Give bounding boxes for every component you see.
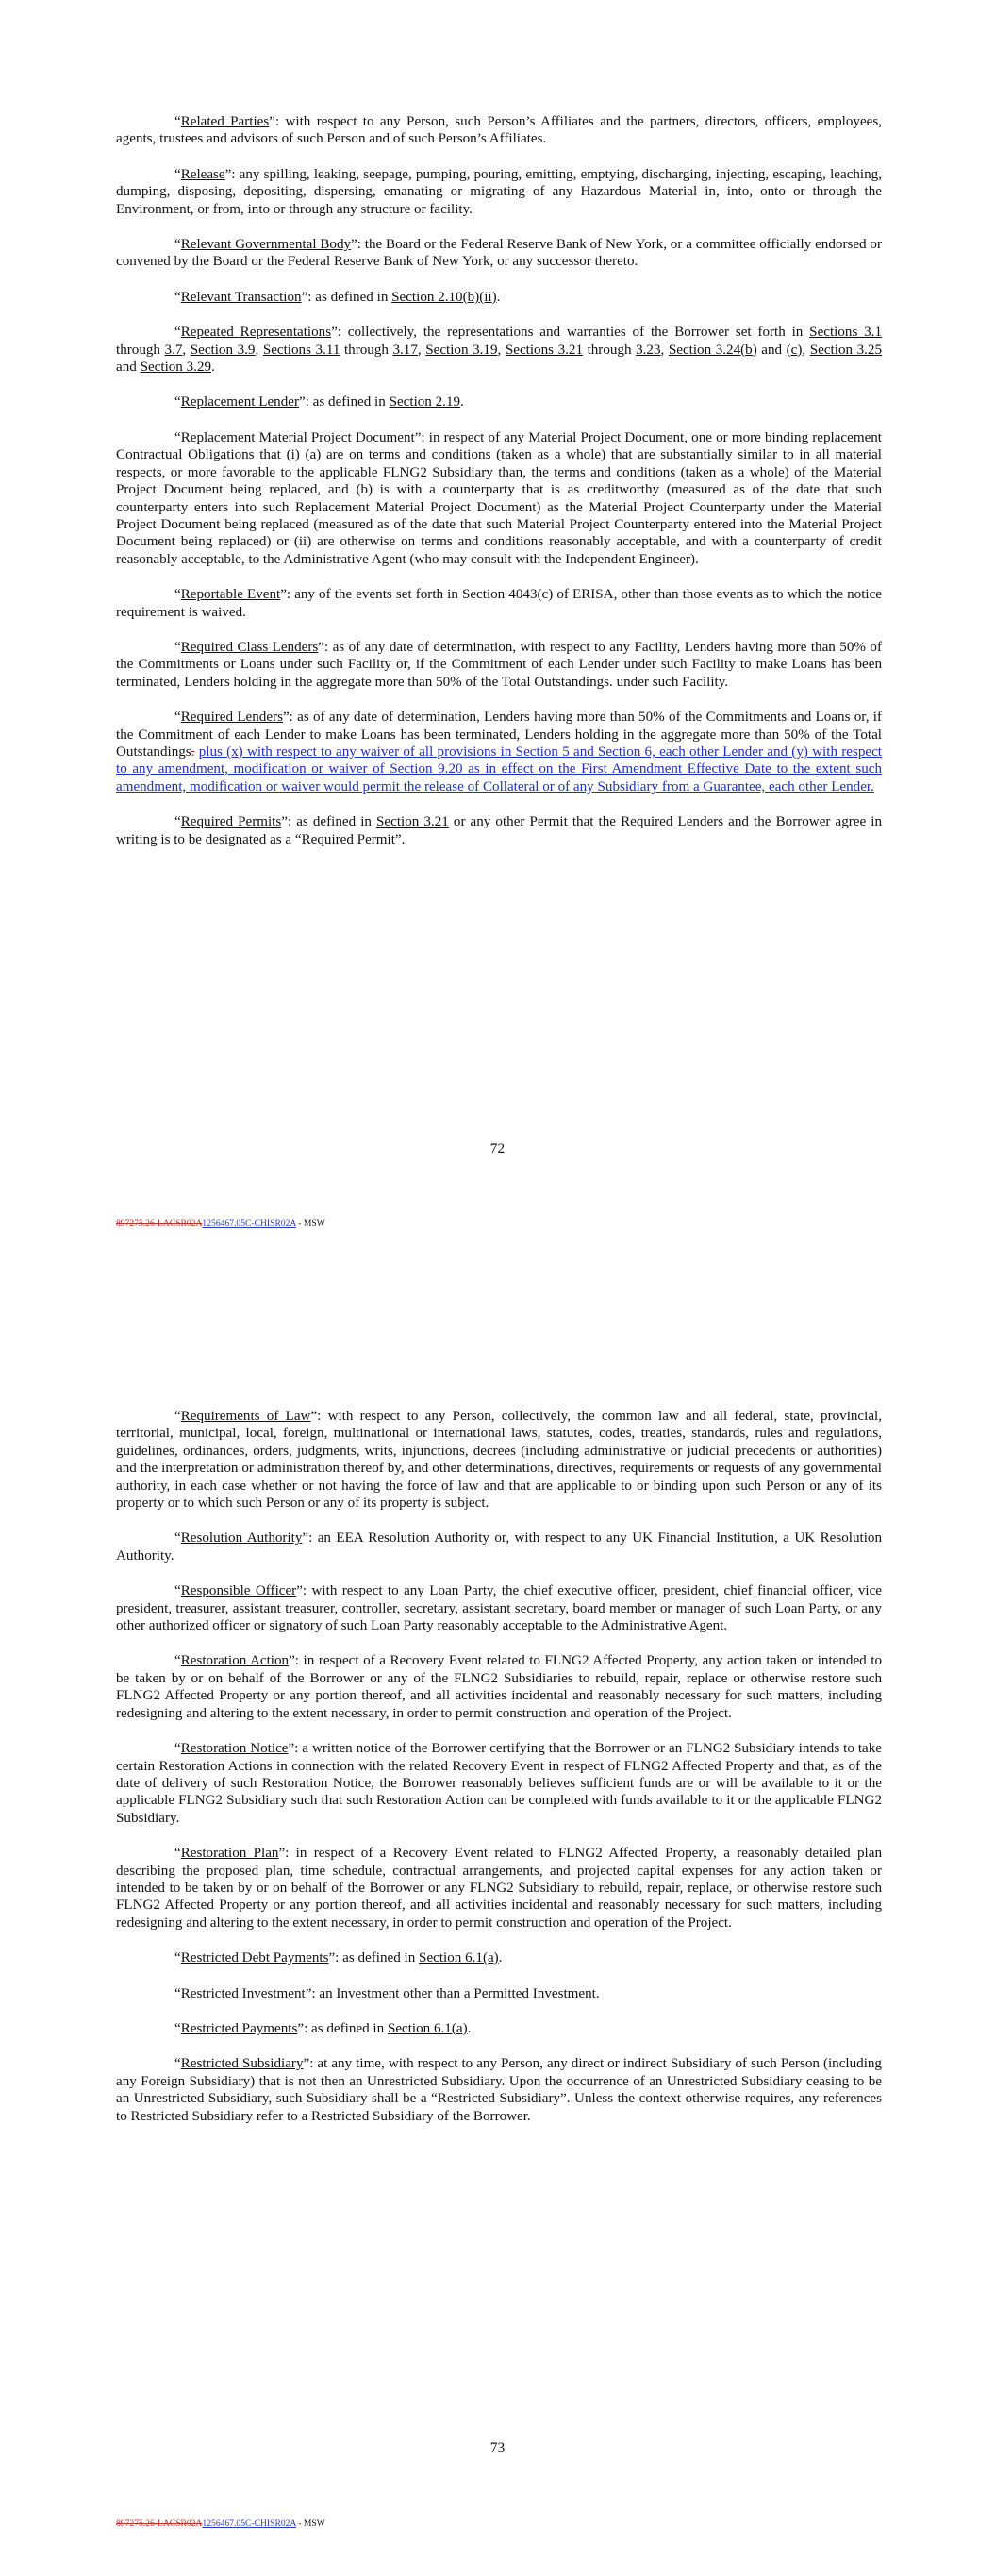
- definition-paragraph: [116, 1985, 882, 2002]
- inserted-text: 1256467.05C-CHISR02A: [202, 2518, 296, 2529]
- text-run: “: [174, 639, 181, 655]
- text-run: “: [174, 114, 181, 129]
- definition-paragraph: [116, 289, 882, 306]
- defined-term-text: Sections 3.21: [505, 342, 583, 358]
- text-run: ”: in respect of any Material Project Document, one or more binding replacement Contractual Obligations that (i) (a) are on terms and conditions (taken as a whole) that are substantially similar to in all material respects, or more favorable to the applicable FLNG2 Subsidiary than, the terms and conditions (taken as a whole) of the Material Project Document being replaced, and (b) is with a counterparty that is as creditworthy (measured as of the date that such counterparty enters into such Replacement Material Project Document) as the Material Project Counterparty under the Material Project Document being replaced (measured as of the date that such Material Project Counterparty entered into the Material Project Document being replaced) or (ii) are otherwise on terms and conditions reasonably acceptable, and with a counterparty of credit reasonably acceptable, to the Administrative Agent (who may consult with the Independent Engineer).: [116, 429, 883, 567]
- text-run: “: [174, 587, 181, 603]
- deleted-text: 897275.26-LACSR02A: [116, 2518, 203, 2529]
- defined-term-text: Section 3.24(b): [668, 342, 757, 358]
- defined-term-text: Sections 3.11: [262, 342, 340, 358]
- text-run: “: [174, 2056, 181, 2072]
- text-run: “: [174, 1409, 181, 1424]
- defined-term-text: Restoration Plan: [180, 1846, 279, 1862]
- text-run: ”: in respect of a Recovery Event related to FLNG2 Affected Property, a reasonably detailed plan describing the proposed plan, time schedule, contractual arrangements, and projected capital expenses for any action taken or intended to be taken by or on behalf of the Borrower or any FLNG2 Subsidiary to rebuild, repair, replace, or otherwise restore such FLNG2 Affected Property or any portion thereof, and all activities incidental and reasonably necessary for such matters, including redesigning and altering to the extent necessary, in order to permit construction and operation of the Project.: [116, 1846, 882, 1931]
- text-run: and: [116, 360, 141, 376]
- defined-term-text: Section 3.9: [190, 342, 256, 358]
- definition-paragraph: [116, 393, 882, 410]
- text-run: “: [174, 2020, 181, 2036]
- text-run: through: [583, 342, 637, 358]
- text-run: ”: as defined in: [297, 2020, 388, 2036]
- defined-term-text: Section 3.29: [140, 360, 212, 376]
- text-run: through: [116, 342, 165, 358]
- text-run: - MSW: [295, 1218, 325, 1229]
- definition-paragraph: [116, 429, 882, 568]
- text-run: ”: as defined in: [299, 394, 390, 410]
- defined-term-text: 3.7: [164, 342, 183, 358]
- text-run: ”: with respect to any Person, such Person’s Affiliates and the partners, directors, officers, employees, agents, trustees and advisors of such Person and of such Person’s Affiliates.: [116, 114, 883, 147]
- document-footer: [116, 1218, 325, 1229]
- text-run: “: [174, 1741, 181, 1757]
- text-run: “: [174, 289, 181, 305]
- defined-term-text: (c): [786, 342, 803, 358]
- text-run: ,: [182, 342, 191, 358]
- defined-term-text: Reportable Event: [180, 587, 281, 603]
- text-run: ”: as defined in: [301, 289, 392, 305]
- defined-term-text: Section 3.19: [425, 342, 498, 358]
- text-run: ,: [255, 342, 263, 358]
- document-footer: [116, 2518, 325, 2529]
- defined-term-text: Relevant Transaction: [180, 289, 302, 305]
- text-run: ,: [417, 342, 426, 358]
- defined-term-text: Restricted Payments: [180, 2020, 298, 2036]
- defined-term-text: Resolution Authority: [180, 1531, 303, 1547]
- document-page-73: [0, 1302, 995, 2576]
- defined-term-text: Release: [180, 166, 225, 182]
- definition-paragraph: [116, 639, 882, 691]
- definition-paragraph: [116, 1530, 882, 1564]
- deleted-text: 897275.26-LACSR02A: [116, 1218, 203, 1229]
- text-run: “: [174, 237, 181, 253]
- defined-term-text: Restoration Notice: [180, 1741, 289, 1757]
- text-run: “: [174, 1846, 181, 1862]
- text-run: .: [460, 394, 464, 410]
- definition-paragraph: [116, 709, 882, 795]
- text-run: ”: collectively, the representations and warranties of the Borrower set forth in: [331, 325, 810, 341]
- definitions-body: [116, 1408, 882, 2143]
- text-run: through: [340, 342, 393, 358]
- defined-term-text: Restricted Investment: [180, 1985, 306, 2001]
- text-run: ”: any of the events set forth in Section 4043(c) of ERISA, other than those events as to which the notice requirement is waived.: [116, 587, 883, 620]
- text-run: “: [174, 1985, 181, 2001]
- text-run: .: [496, 289, 501, 305]
- definition-paragraph: [116, 2020, 882, 2037]
- defined-term-text: Section 2.10(b)(ii): [391, 289, 497, 305]
- defined-term-text: Section 2.19: [389, 394, 461, 410]
- definition-paragraph: [116, 1740, 882, 1827]
- inserted-text: 1256467.05C-CHISR02A: [202, 1218, 296, 1229]
- defined-term-text: Restricted Debt Payments: [180, 1950, 329, 1966]
- text-run: ”: as defined in: [281, 814, 377, 830]
- deleted-text: .: [191, 744, 195, 760]
- text-run: .: [498, 1950, 503, 1966]
- defined-term-text: Sections 3.1: [809, 325, 883, 341]
- text-run: .: [211, 360, 215, 376]
- definition-paragraph: [116, 2055, 882, 2125]
- text-run: ”: a written notice of the Borrower certifying that the Borrower or an FLNG2 Subsidiary intends to take certain Restoration Actions in connection with the related Recovery Event in respect of FLNG2 Affected Property and that, as of the date of delivery of such Restoration Notice, the Borrower reasonably believes sufficient funds are or will be available to it or the applicable FLNG2 Subsidiary such that such Restoration Action can be completed with funds available to it or the applicable FLNG2 Subsidiary.: [116, 1741, 882, 1826]
- defined-term-text: Restricted Subsidiary: [180, 2056, 304, 2072]
- defined-term-text: 3.17: [392, 342, 418, 358]
- defined-term-text: Replacement Material Project Document: [180, 429, 415, 445]
- defined-term-text: Responsible Officer: [180, 1583, 297, 1599]
- defined-term-text: Section 6.1(a): [419, 1950, 499, 1966]
- text-run: ,: [660, 342, 669, 358]
- text-run: ”: at any time, with respect to any Person, any direct or indirect Subsidiary of such Person (including any Foreign Subsidiary) that is not then an Unrestricted Subsidiary. Upon the occurrence of an Unrestricted Subsidiary ceasing to be an Unrestricted Subsidiary, such Subsidiary shall be a “Restricted Subsidiary”. Unless the context otherwise requires, any references to Restricted Subsidiary refer to a Restricted Subsidiary of the Borrower.: [116, 2056, 882, 2124]
- text-run: ”: an EEA Resolution Authority or, with respect to any UK Financial Institution, a UK Resolution Authority.: [116, 1531, 882, 1564]
- text-run: ”: as of any date of determination, with respect to any Facility, Lenders having more than 50% of the Commitments or Loans under such Facility or, if the Commitment of each Lender under such Facility to make Loans has been terminated, Lenders holding in the aggregate more than 50% of the Total Outstandings. under such Facility.: [116, 639, 882, 690]
- text-run: “: [174, 1950, 181, 1966]
- defined-term-text: Related Parties: [180, 114, 270, 129]
- definition-paragraph: [116, 1845, 882, 1932]
- definition-paragraph: [116, 113, 882, 148]
- text-run: “: [174, 1653, 181, 1669]
- page-number: 73: [489, 2440, 506, 2456]
- text-run: - MSW: [295, 2518, 325, 2529]
- defined-term-text: Required Lenders: [180, 710, 283, 726]
- definition-paragraph: [116, 1652, 882, 1722]
- text-run: ”: any spilling, leaking, seepage, pumping, pouring, emitting, emptying, discharging, injecting, escaping, leaching, dumping, disposing, depositing, dispersing, emanating or migrating of any Hazardous Material in, into, onto or through the Environment, or from, into or through any structure or facility.: [116, 166, 882, 217]
- defined-term-text: Section 6.1(a): [387, 2020, 468, 2036]
- inserted-text: plus (x) with respect to any waiver of all provisions in Section 5 and Section 6, each other Lender and (y) with respect to any amendment, modification or waiver of Section 9.20 as in effect on the First Amendment Effective Date to the extent such amendment, modification or waiver would permit the release of Collateral or of any Subsidiary from a Guarantee, each other Lender.: [116, 744, 882, 795]
- definition-paragraph: [116, 586, 882, 621]
- text-run: “: [174, 394, 181, 410]
- definition-paragraph: [116, 166, 882, 218]
- definition-paragraph: [116, 324, 882, 376]
- definitions-body: [116, 113, 882, 866]
- text-run: ”: with respect to any Loan Party, the chief executive officer, president, chief financial officer, vice president, treasurer, assistant treasurer, controller, secretary, assistant secretary, board member or manager of such Loan Party, or any other authorized officer or signatory of such Loan Party reasonably acceptable to the Administrative Agent.: [116, 1583, 882, 1634]
- text-run: “: [174, 814, 181, 830]
- defined-term-text: Section 3.25: [809, 342, 883, 358]
- text-run: “: [174, 1531, 181, 1547]
- page-number: 72: [489, 1141, 506, 1157]
- text-run: and: [756, 342, 787, 358]
- text-run: or any other Permit that the Required Lenders and the Borrower agree in writing is to be designated as a “Required Permit”.: [116, 814, 882, 847]
- text-run: ”: an Investment other than a Permitted Investment.: [305, 1985, 600, 2001]
- defined-term-text: Section 3.21: [376, 814, 449, 830]
- text-run: “: [174, 710, 181, 726]
- text-run: ”: the Board or the Federal Reserve Bank of New York, or a committee officially endorsed or convened by the Board or the Federal Reserve Bank of New York, or any successor thereto.: [116, 237, 882, 270]
- text-run: ”: with respect to any Person, collectively, the common law and all federal, state, provincial, territorial, municipal, local, foreign, multinational or international laws, statutes, codes, treaties, standards, rules and regulations, guidelines, ordinances, orders, judgments, writs, injunctions, decrees (including administrative or judicial precedents or authorities) and the interpretation or administration thereof by, and other determinations, directives, requirements or requests of any governmental authority, in each case whether or not having the force of law and that are applicable to or binding upon such Person or any of its property or to which such Person or any of its property is subject.: [116, 1409, 882, 1512]
- definition-paragraph: [116, 236, 882, 271]
- definition-paragraph: [116, 1408, 882, 1512]
- defined-term-text: Restoration Action: [180, 1653, 290, 1669]
- text-run: ,: [497, 342, 506, 358]
- definition-paragraph: [116, 1582, 882, 1634]
- text-run: ”: as of any date of determination, Lenders having more than 50% of the Commitments and Loans or, if the Commitment of each Lender to make Loans has been terminated, Lenders holding in the aggregate more than 50% of the Total Outstandings: [116, 710, 882, 760]
- text-run: ”: as defined in: [328, 1950, 420, 1966]
- text-run: “: [174, 325, 181, 341]
- defined-term-text: Replacement Lender: [180, 394, 300, 410]
- definition-paragraph: [116, 813, 882, 848]
- text-run: ,: [802, 342, 810, 358]
- text-run: “: [174, 1583, 181, 1599]
- text-run: .: [467, 2020, 472, 2036]
- text-run: “: [174, 429, 181, 445]
- defined-term-text: Repeated Representations: [180, 325, 332, 341]
- defined-term-text: Required Permits: [180, 814, 282, 830]
- defined-term-text: Required Class Lenders: [180, 639, 319, 655]
- defined-term-text: Relevant Governmental Body: [180, 237, 352, 253]
- text-run: ”: in respect of a Recovery Event related to FLNG2 Affected Property, any action taken or intended to be taken by or on behalf of the Borrower or any of the FLNG2 Subsidiaries to rebuild, repair, replace or otherwise restore such FLNG2 Affected Property or any portion thereof, and all activities incidental and reasonably necessary for such matters, including redesigning and altering to the extent necessary, in order to permit construction and operation of the Project.: [116, 1653, 882, 1721]
- defined-term-text: 3.23: [636, 342, 661, 358]
- definition-paragraph: [116, 1949, 882, 1966]
- text-run: “: [174, 166, 181, 182]
- defined-term-text: Requirements of Law: [180, 1409, 311, 1424]
